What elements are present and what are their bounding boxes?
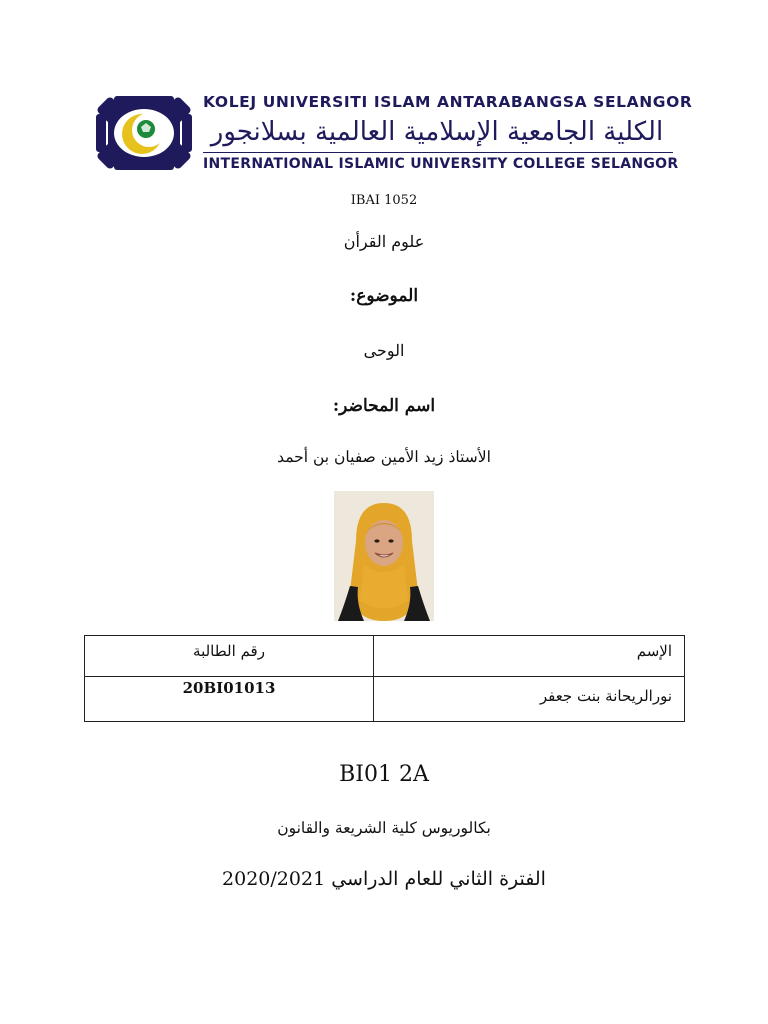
college-emblem-icon: [96, 96, 192, 170]
lecturer-heading: اسم المحاضر:: [332, 396, 436, 416]
student-number-header: رقم الطالبة: [85, 636, 374, 677]
student-number: 20BI01013: [85, 677, 374, 722]
lecturer-name: الأستاذ زيد الأمين صفيان بن أحمد: [277, 448, 491, 466]
semester-year: 2020/2021: [222, 868, 326, 890]
topic-heading: الموضوع:: [349, 286, 419, 306]
semester-label: الفترة الثاني للعام الدراسي: [331, 868, 546, 890]
topic-value: الوحى: [363, 341, 405, 360]
table-row: [85, 677, 685, 722]
class-code: BI01 2A: [339, 762, 429, 787]
semester-line: [0, 868, 768, 890]
student-photo: [334, 491, 434, 621]
student-info-table: [84, 635, 685, 722]
college-name-arabic: الكلية الجامعية الإسلامية العالمية بسلانجور: [210, 117, 664, 147]
table-header-row: [85, 636, 685, 677]
college-name-english-bottom: INTERNATIONAL ISLAMIC UNIVERSITY COLLEGE SELANGOR: [203, 156, 679, 172]
college-name-english-top: KOLEJ UNIVERSITI ISLAM ANTARABANGSA SELANGOR: [203, 93, 693, 111]
course-code: IBAI 1052: [350, 193, 418, 208]
student-name: نورالريحانة بنت جعفر: [374, 677, 685, 722]
student-name-header: الإسم: [374, 636, 685, 677]
course-name: علوم القرأن: [343, 232, 425, 251]
header-divider: [203, 152, 673, 153]
program-name: بكالوريوس كلية الشريعة والقانون: [277, 819, 491, 837]
